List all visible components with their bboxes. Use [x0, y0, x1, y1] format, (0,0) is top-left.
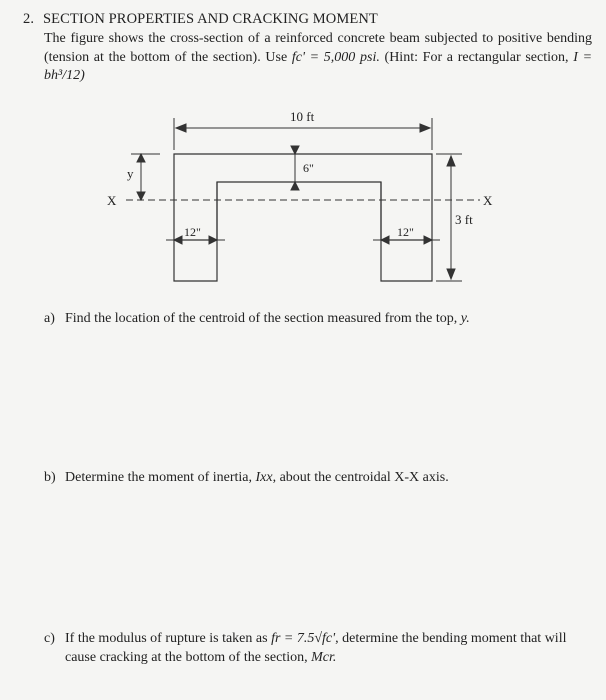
- hint-formula: I = bh³/12): [44, 49, 593, 83]
- question-b-text-1: Determine the moment of inertia,: [65, 470, 256, 485]
- intro-text-2: (Hint: For a rectangular section,: [379, 49, 574, 65]
- question-b-label: b): [44, 470, 56, 485]
- question-a-var: y.: [460, 311, 470, 326]
- problem-number: 2.: [23, 11, 35, 27]
- fc-value: fc' = 5,000 psi.: [291, 49, 380, 65]
- question-c-formula: fr = 7.5√fc': [271, 631, 336, 646]
- height-label: 3 ft: [455, 212, 473, 227]
- x-right-label: X: [483, 193, 493, 208]
- question-a: [44, 309, 470, 328]
- question-c-text-2: , determine the bending moment that will cause cracking at the bottom of the section,: [65, 631, 567, 665]
- question-b: [44, 468, 449, 487]
- left-leg-label: 12": [184, 225, 201, 239]
- question-c: [44, 629, 596, 667]
- question-a-label: a): [44, 311, 55, 326]
- y-label: y: [127, 166, 134, 181]
- x-left-label: X: [107, 193, 117, 208]
- question-c-var: Mcr.: [311, 650, 337, 665]
- right-leg-label: 12": [397, 225, 414, 239]
- question-b-text-2: , about the centroidal X-X axis.: [272, 470, 449, 485]
- question-b-var: Ixx: [255, 470, 273, 485]
- intro-text-1: The figure shows the cross-section of a reinforced concrete beam subjected to positive bending (tension at the bottom of the section). Use: [44, 31, 592, 65]
- problem-title: SECTION PROPERTIES AND CRACKING MOMENT: [43, 11, 378, 27]
- question-c-text-1: If the modulus of rupture is taken as: [65, 631, 272, 646]
- question-c-label: c): [44, 631, 55, 646]
- question-a-text: Find the location of the centroid of the section measured from the top,: [65, 311, 461, 326]
- flange-thickness-label: 6": [303, 161, 314, 175]
- width-label: 10 ft: [290, 109, 315, 124]
